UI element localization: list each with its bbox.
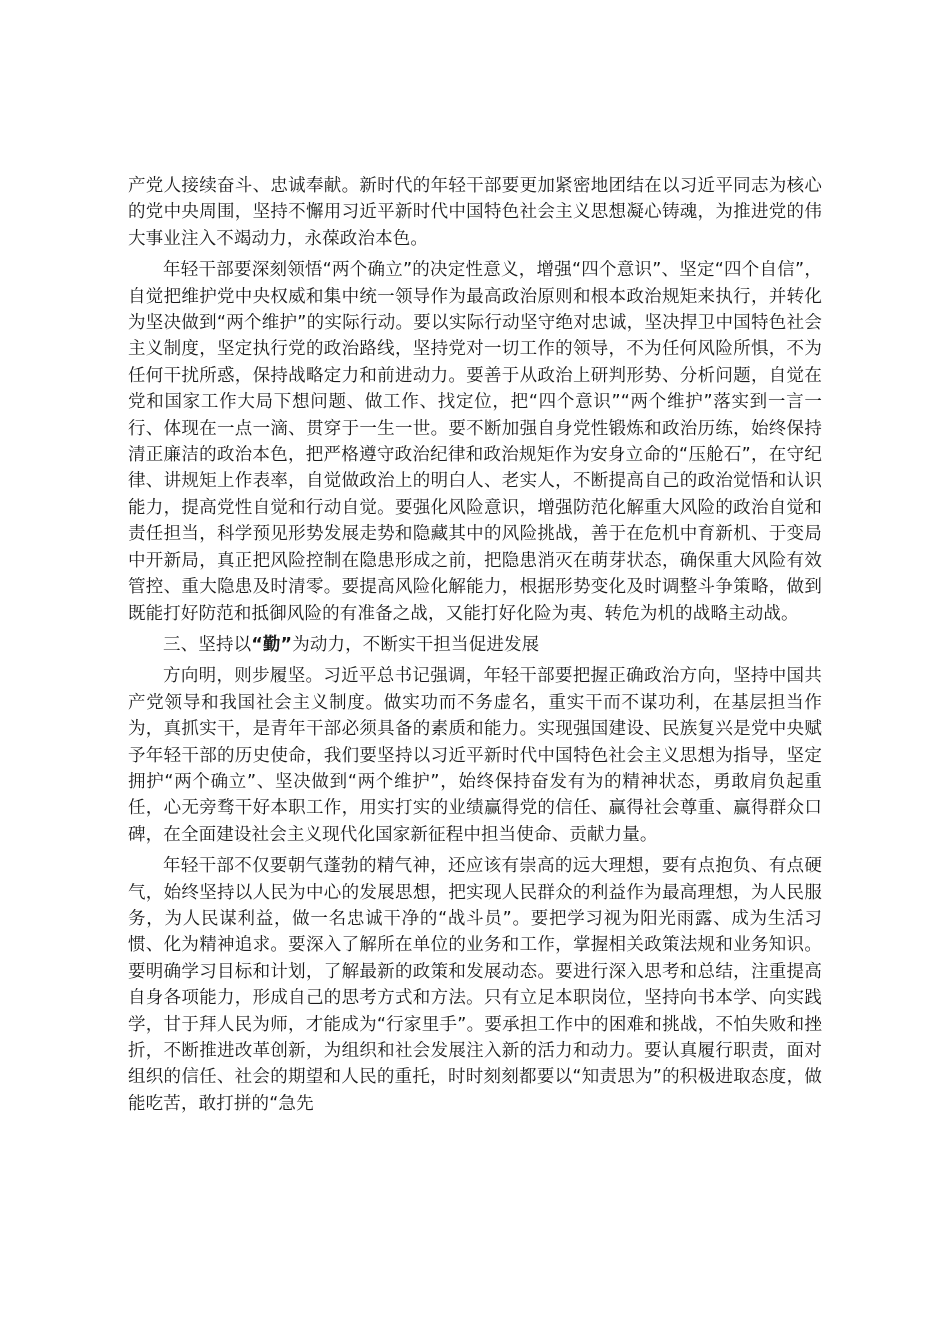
paragraph-direction: 方向明，则步履坚。习近平总书记强调，年轻干部要把握正确政治方向，坚持中国共产党领导和我国社会主义制度。做实功而不务虚名，重实干而不谋功利，在基层担当作为，真抓实干，是青年干部必须具备的素质和能力。实现强国建设、民族复兴是党中央赋予年轻干部的历史使命，我们要坚持以习近平新时代中国特色社会主义思想为指导，坚定拥护“两个确立”、坚决做到“两个维护”，始终保持奋发有为的精神状态，勇敢肩负起重任，心无旁骛干好本职工作，用实打实的业绩赢得党的信任、赢得社会尊重、赢得群众口碑，在全面建设社会主义现代化国家新征程中担当使命、贡献力量。 [128, 666, 822, 845]
section-heading-three [128, 632, 822, 658]
paragraph-young-cadres: 年轻干部不仅要朝气蓬勃的精气神，还应该有崇高的远大理想，要有点抱负、有点硬气，始终坚持以人民为中心的发展思想，把实现人民群众的利益作为最高理想，为人民服务，为人民谋利益，做一名忠诚干净的“战斗员”。要把学习视为阳光雨露、成为生活习惯、化为精神追求。要深入了解所在单位的业务和工作，掌握相关政策法规和业务知识。要明确学习目标和计划，了解最新的政策和发展动态。要进行深入思考和总结，注重提高自身各项能力，形成自己的思考方式和方法。只有立足本职岗位，坚持向书本学、向实践学，甘于拜人民为师，才能成为“行家里手”。要承担工作中的困难和挑战，不怕失败和挫折，不断推进改革创新，为组织和社会发展注入新的活力和动力。要认真履行职责，面对组织的信任、社会的期望和人民的重托，时时刻刻都要以“知责思为”的积极进取态度，做能吃苦，敢打拼的“急先 [128, 856, 822, 1114]
heading-suffix: 为动力，不断实干担当促进发展 [292, 634, 540, 655]
paragraph-continuation: 产党人接续奋斗、忠诚奉献。新时代的年轻干部要更加紧密地团结在以习近平同志为核心的党中央周围，坚持不懈用习近平新时代中国特色社会主义思想凝心铸魂，为推进党的伟大事业注入不竭动力，永葆政治本色。 [128, 176, 822, 249]
paragraph-two-establishments: 年轻干部要深刻领悟“两个确立”的决定性意义，增强“四个意识”、坚定“四个自信”，自觉把维护党中央权威和集中统一领导作为最高政治原则和根本政治规矩来执行，并转化为坚决做到“两个维护”的实际行动。要以实际行动坚守绝对忠诚，坚决捍卫中国特色社会主义制度，坚定执行党的政治路线，坚持党对一切工作的领导，不为任何风险所惧，不为任何干扰所惑，保持战略定力和前进动力。要善于从政治上研判形势、分析问题，自觉在党和国家工作大局下想问题、做工作、找定位，把“四个意识”“两个维护”落实到一言一行、体现在一点一滴、贯穿于一生一世。要不断加强自身党性锻炼和政治历练，始终保持清正廉洁的政治本色，把严格遵守政治纪律和政治规矩作为安身立命的“压舱石”，在守纪律、讲规矩上作表率，自觉做政治上的明白人、老实人，不断提高自己的政治觉悟和认识能力，提高党性自觉和行动自觉。要强化风险意识，增强防范化解重大风险的政治自觉和责任担当，科学预见形势发展走势和隐藏其中的风险挑战，善于在危机中育新机、于变局中开新局，真正把风险控制在隐患形成之前，把隐患消灭在萌芽状态，确保重大风险有效管控、重大隐患及时清零。要提高风险化解能力，根据形势变化及时调整斗争策略，做到既能打好防范和抵御风险的有准备之战，又能打好化险为夷、转危为机的战略主动战。 [128, 260, 822, 624]
heading-prefix: 三、坚持以 [163, 634, 252, 655]
document-body [128, 173, 822, 1122]
heading-emphasis: “勤” [251, 634, 293, 655]
